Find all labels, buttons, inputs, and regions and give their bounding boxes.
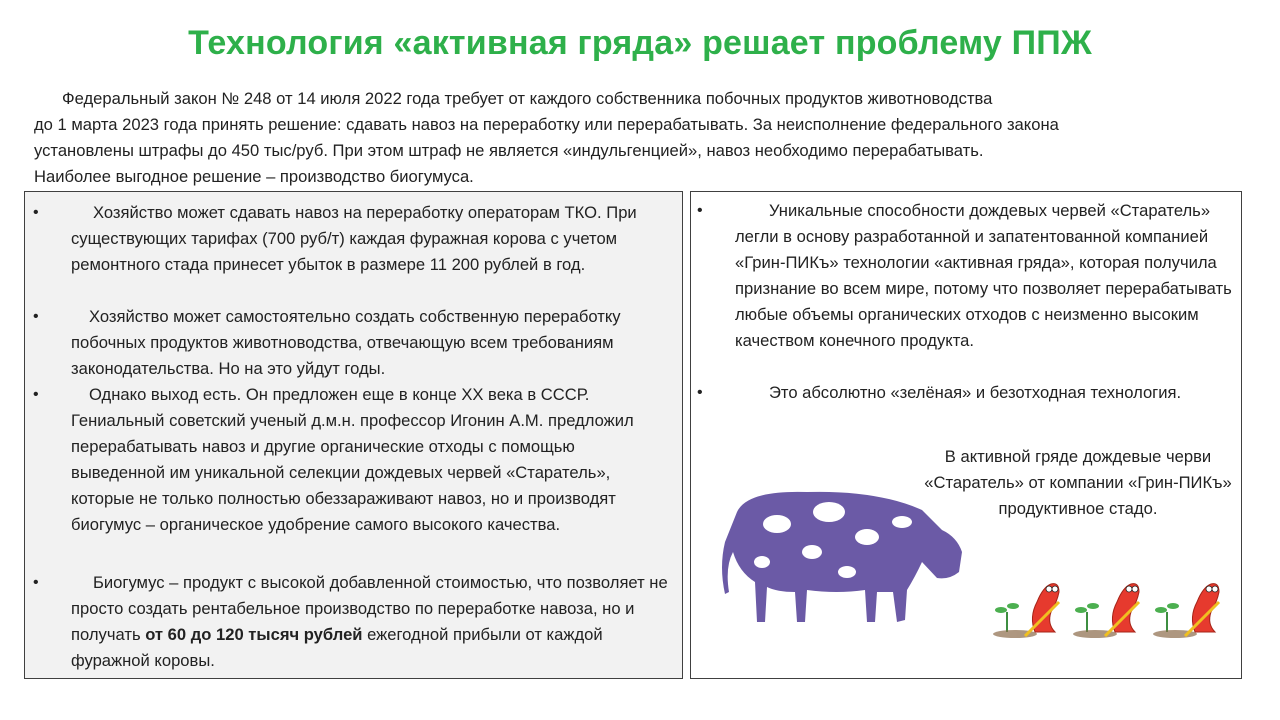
bullet-item: • Хозяйство может самостоятельно создать собственную переработку побочных продуктов животноводства, отвечающую всем требованиям законодательства. Но на это уйдут годы. (71, 304, 673, 382)
intro-line: Федеральный закон № 248 от 14 июля 2022 года требует от каждого собственника побочных продуктов животноводства (62, 89, 993, 108)
page-title: Технология «активная гряда» решает проблему ППЖ (188, 24, 1092, 62)
bullet-icon: • (33, 574, 39, 591)
bullet-icon: • (697, 202, 703, 219)
cow-illustration (717, 482, 967, 632)
intro-paragraph (34, 86, 1234, 190)
worms-caption: В активной гряде дождевые черви «Старатель» от компании «Грин-ПИКъ» продуктивное стадо. (924, 447, 1232, 518)
bullet-item: • Однако выход есть. Он предложен еще в конце XX века в СССР. Гениальный советский ученый д.м.н. профессор Игонин А.М. предложил перерабатывать навоз и другие органические отходы с помощью выведенной им уникальной селекции дождевых червей «Старатель», которые не только полностью обеззараживают навоз, но и производят биогумус – органическое удобрение самого высокого качества. (71, 382, 673, 538)
bullet-item: • Уникальные способности дождевых червей «Старатель» легли в основу разработанной и запатентованной компанией «Грин-ПИКъ» технологии «активная гряда», которая получила признание во всем мире, потому что позволяет перерабатывать любые объемы органических отходов с неизменно высоким качеством конечного продукта. (735, 198, 1235, 354)
left-panel (24, 191, 683, 679)
intro-line: до 1 марта 2023 года принять решение: сдавать навоз на переработку или перерабатывать. За неисполнение федерального закона (34, 115, 1059, 134)
sprout-icon (995, 603, 1019, 632)
worms-illustration (985, 572, 1235, 642)
bullet-icon: • (697, 384, 703, 401)
bullet-icon: • (33, 204, 39, 221)
bullet-item: • Хозяйство может сдавать навоз на переработку операторам ТКО. При существующих тарифах (700 руб/т) каждая фуражная корова с учетом ремонтного стада принесет убыток в размере 11 200 рублей в год. (71, 200, 673, 278)
profit-highlight: от 60 до 120 тысяч рублей (145, 625, 363, 644)
right-panel (690, 191, 1242, 679)
bullet-icon: • (33, 308, 39, 325)
intro-line: установлены штрафы до 450 тыс/руб. При этом штраф не является «индульгенцией», навоз необходимо перерабатывать. (34, 141, 984, 160)
bullet-item: • Это абсолютно «зелёная» и безотходная технология. (735, 380, 1235, 406)
intro-line: Наиболее выгодное решение – производство биогумуса. (34, 167, 474, 186)
bullet-item: • Биогумус – продукт с высокой добавленной стоимостью, что позволяет не просто создать рентабельное производство по переработке навоза, но и получать от 60 до 120 тысяч рублей ежегодной прибыли от каждой фуражной коровы. (71, 570, 673, 674)
bullet-icon: • (33, 386, 39, 403)
